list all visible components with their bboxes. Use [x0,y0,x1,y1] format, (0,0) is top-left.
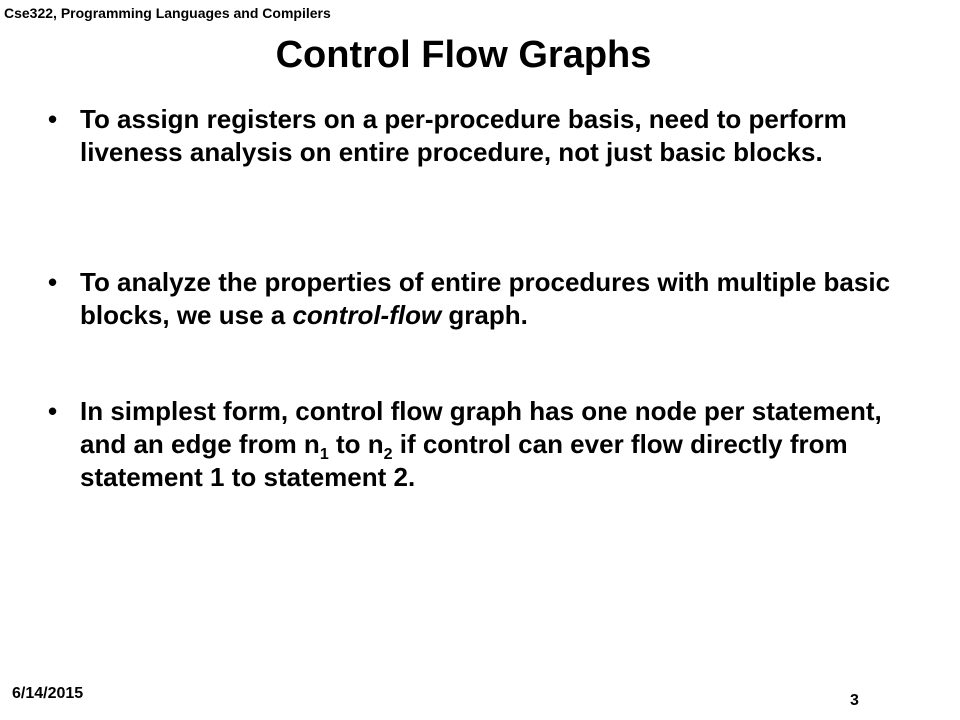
bullet-text-1: To assign registers on a per-procedure basis, need to perform liveness analysis on entire procedure, not just basic blocks. [80,104,847,167]
subscript-1: 1 [319,446,329,463]
bullet-3-part-1: In simplest form, control flow graph has one node per statement, and an edge from n [80,396,882,459]
footer-date: 6/14/2015 [12,685,84,702]
bullet-2-emphasis: control-flow [292,300,442,330]
subscript-2: 2 [383,446,393,463]
bullet-text-3 [80,395,908,494]
bullet-item-3 [48,395,908,494]
course-header: Cse322, Programming Languages and Compilers [4,5,331,21]
bullet-item-2 [48,266,908,332]
slide-title: Control Flow Graphs [275,34,652,76]
bullet-marker: • [48,104,58,134]
bullet-text-2 [80,266,908,332]
page-number: 3 [850,692,859,709]
bullet-3-part-2: to n [328,429,384,459]
bullet-marker: • [48,267,58,297]
bullet-item-1 [48,103,908,169]
bullet-2-text-after: graph. [441,300,528,330]
bullet-2-text-before: To analyze the properties of entire procedures with multiple basic blocks, we use a [80,267,891,330]
bullet-3-part-3: if control can ever flow directly from statement 1 to statement 2. [80,429,848,492]
bullet-marker: • [48,396,58,426]
